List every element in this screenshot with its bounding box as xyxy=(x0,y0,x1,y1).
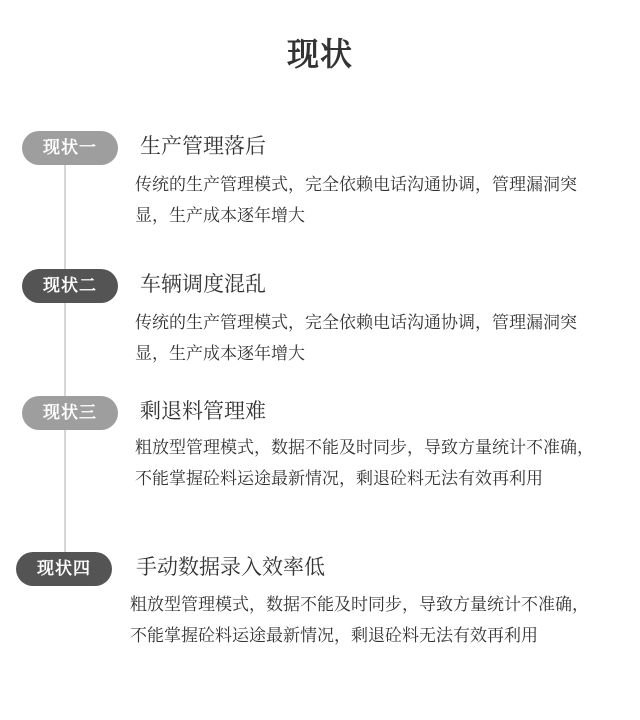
status-badge-4: 现状四 xyxy=(16,552,112,586)
section-description-3: 粗放型管理模式，数据不能及时同步，导致方量统计不准确，不能掌握砼料运途最新情况，剩退砼料无法有效再利用 xyxy=(135,438,594,489)
page-title: 现状 xyxy=(286,35,353,73)
status-badge-1: 现状一 xyxy=(22,131,118,165)
timeline-line xyxy=(64,165,66,560)
section-description-1: 传统的生产管理模式，完全依赖电话沟通协调，管理漏洞突显，生产成本逐年增大 xyxy=(135,175,577,226)
section-heading-4: 手动数据录入效率低 xyxy=(136,555,325,579)
section-heading-1: 生产管理落后 xyxy=(140,134,266,158)
section-heading-2: 车辆调度混乱 xyxy=(140,272,266,296)
section-heading-3: 剩退料管理难 xyxy=(140,399,266,423)
section-description-2: 传统的生产管理模式，完全依赖电话沟通协调，管理漏洞突显，生产成本逐年增大 xyxy=(135,313,577,364)
section-description-4: 粗放型管理模式，数据不能及时同步，导致方量统计不准确，不能掌握砼料运途最新情况，剩退砼料无法有效再利用 xyxy=(130,595,589,646)
status-badge-3: 现状三 xyxy=(22,396,118,430)
status-badge-2: 现状二 xyxy=(22,269,118,303)
